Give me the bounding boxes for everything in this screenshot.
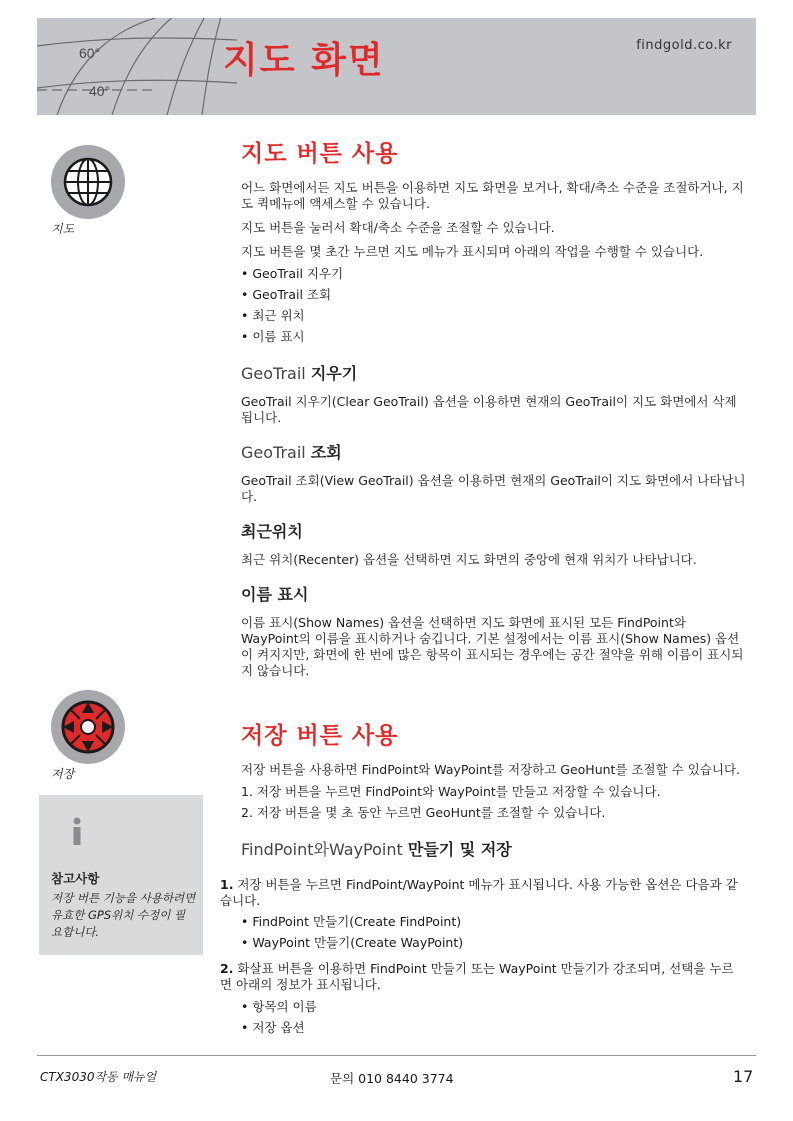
list-item: • GeoTrail 조회	[241, 287, 332, 302]
save-target-icon	[50, 689, 126, 765]
show-names-heading: 이름 표시	[241, 585, 309, 604]
footer-divider	[37, 1055, 756, 1056]
show-names-body: 이름 표시(Show Names) 옵션을 선택하면 지도 화면에 표시된 모든 FindPoint와 WayPoint의 이름을 표시하거나 숨깁니다. 기본 설정에서는 이름 표시(Show Names) 옵션이 켜지지만, 화면에 한 번에 많은 항목이 표시되는 경우에는 공간 절약을 위해 이름이 표시되지 않습니다.	[241, 615, 744, 678]
save-item-2-list	[241, 996, 317, 1038]
page-header	[37, 18, 756, 115]
manual-title: CTX3030작동 매뉴얼	[40, 1070, 157, 1084]
map-section	[241, 135, 746, 679]
lat-40-label: 40°	[89, 83, 111, 99]
save-item-2: 2. 화살표 버튼을 이용하면 FindPoint 만들기 또는 WayPoint 만들기가 강조되며, 선택을 누르면 아래의 정보가 표시됩니다.	[220, 961, 734, 992]
lat-60-label: 60°	[79, 45, 101, 61]
map-button-icon-wrap	[50, 144, 126, 224]
clear-geotrail-heading: GeoTrail 지우기	[241, 364, 358, 383]
save-step-2: 2. 저장 버튼을 몇 초 동안 누르면 GeoHunt를 조절할 수 있습니다.	[241, 805, 606, 820]
site-url: findgold.co.kr	[636, 38, 732, 53]
save-item-1-list	[241, 911, 463, 953]
note-body: 저장 버튼 기능을 사용하려면 유효한 GPS위치 수정이 필요합니다.	[51, 891, 196, 939]
page-number: 17	[733, 1067, 754, 1086]
recenter-heading: 최근위치	[241, 522, 303, 541]
list-item: • 이름 표시	[241, 329, 305, 344]
info-icon	[71, 817, 83, 845]
page-title: 지도 화면	[223, 40, 385, 81]
clear-geotrail-body: GeoTrail 지우기(Clear GeoTrail) 옵션을 이용하면 현재의 GeoTrail이 지도 화면에서 삭제됩니다.	[241, 394, 737, 425]
save-button-icon-wrap	[50, 689, 126, 769]
list-item: • 최근 위치	[241, 308, 305, 323]
save-item-1: 1. 저장 버튼을 누르면 FindPoint/WayPoint 메뉴가 표시됩니다. 사용 가능한 옵션은 다음과 같습니다.	[220, 877, 738, 908]
map-section-heading: 지도 버튼 사용	[241, 141, 399, 167]
list-item: • 항목의 이름	[241, 999, 317, 1014]
save-paragraph-1: 저장 버튼을 사용하면 FindPoint와 WayPoint를 저장하고 GeoHunt를 조절할 수 있습니다.	[241, 762, 741, 777]
map-paragraph-2: 지도 버튼을 눌러서 확대/축소 수준을 조절할 수 있습니다.	[241, 220, 555, 235]
note-title: 참고사항	[51, 871, 100, 886]
globe-icon	[50, 144, 126, 220]
map-icon-label: 지도	[51, 222, 75, 236]
map-paragraph-3: 지도 버튼을 몇 초간 누르면 지도 메뉴가 표시되며 아래의 작업을 수행할 수 있습니다.	[241, 244, 704, 259]
note-box	[39, 795, 203, 955]
map-paragraph-1: 어느 화면에서든 지도 버튼을 이용하면 지도 화면을 보거나, 확대/축소 수준을 조절하거나, 지도 퀵메뉴에 액세스할 수 있습니다.	[241, 180, 744, 211]
list-item: • GeoTrail 지우기	[241, 266, 344, 281]
contact-info: 문의 010 8440 3774	[330, 1071, 454, 1086]
save-section-heading: 저장 버튼 사용	[241, 723, 399, 749]
map-menu-list	[241, 263, 746, 347]
view-geotrail-heading: GeoTrail 조회	[241, 443, 342, 462]
save-icon-label: 저장	[51, 767, 75, 781]
list-item: • WayPoint 만들기(Create WayPoint)	[241, 935, 464, 950]
view-geotrail-body: GeoTrail 조회(View GeoTrail) 옵션을 이용하면 현재의 GeoTrail이 지도 화면에서 나타납니다.	[241, 473, 746, 504]
list-item: • 저장 옵션	[241, 1020, 305, 1035]
save-section	[241, 717, 746, 860]
recenter-body: 최근 위치(Recenter) 옵션을 선택하면 지도 화면의 중앙에 현재 위치가 나타납니다.	[241, 552, 697, 567]
save-step-1: 1. 저장 버튼을 누르면 FindPoint와 WayPoint를 만들고 저장할 수 있습니다.	[241, 784, 661, 799]
create-save-heading: FindPoint와WayPoint 만들기 및 저장	[241, 840, 512, 859]
list-item: • FindPoint 만들기(Create FindPoint)	[241, 914, 462, 929]
